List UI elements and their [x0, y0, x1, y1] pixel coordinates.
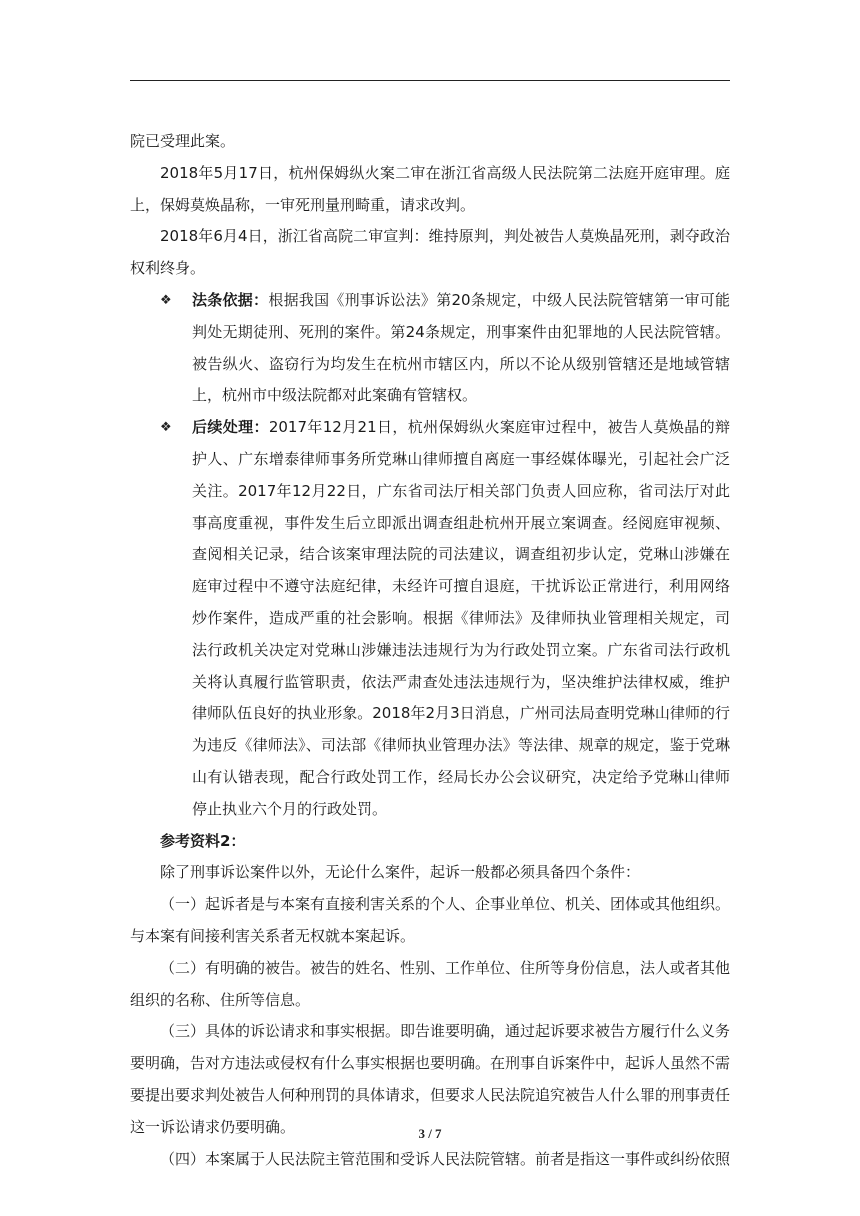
- paragraph-verdict: 2018年6月4日，浙江省高院二审宣判：维持原判，判处被告人莫焕晶死刑，剥夺政治权利终身。: [130, 227, 730, 278]
- paragraph-second-trial: 2018年5月17日，杭州保姆纵火案二审在浙江省高级人民法院第二法庭开庭审理。庭上，保姆莫焕晶称，一审死刑量刑畸重，请求改判。: [130, 163, 730, 214]
- document-body: [130, 126, 730, 1175]
- bullet-legal-basis: [130, 285, 730, 412]
- condition-item: （三）具体的诉讼请求和事实根据。即告谁要明确，通过起诉要求被告方履行什么义务要明确，告对方违法或侵权有什么事实根据也要明确。在刑事自诉案件中，起诉人虽然不需要提出要求判处被告人何种刑罚的具体请求，但要求人民法院追究被告人什么罪的刑事责任这一诉讼请求仍要明确。: [130, 1022, 731, 1136]
- paragraph-continuation: 院已受理此案。: [130, 132, 236, 150]
- section-heading: 参考资料2：: [160, 831, 246, 850]
- bullet-text: 根据我国《刑事诉讼法》第20条规定，中级人民法院管辖第一审可能判处无期徒刑、死刑的案件。第24条规定，刑事案件由犯罪地的人民法院管辖。被告纵火、盗窃行为均发生在杭州市辖区内，所以不论从级别管辖还是地域管辖上，杭州市中级法院都对此案确有管辖权。: [192, 290, 730, 405]
- diamond-bullet-icon: ❖: [160, 420, 172, 436]
- page-number: 3 / 7: [418, 1126, 442, 1141]
- diamond-bullet-icon: ❖: [160, 292, 172, 308]
- header-rule: [130, 80, 730, 81]
- section-intro: 除了刑事诉讼案件以外，无论什么案件，起诉一般都必须具备四个条件：: [160, 863, 641, 882]
- bullet-text: 2017年12月21日，杭州保姆纵火案庭审过程中，被告人莫焕晶的辩护人、广东增泰律师事务所党琳山律师擅自离庭一事经媒体曝光，引起社会广泛关注。2017年12月22日，广东省司法厅相关部门负责人回应称，省司法厅对此事高度重视，事件发生后立即派出调查组赴杭州开展立案调查。经阅庭审视频、查阅相关记录，结合该案审理法院的司法建议，调查组初步认定，党琳山涉嫌在庭审过程中不遵守法庭纪律，未经许可擅自退庭，干扰诉讼正常进行，利用网络炒作案件，造成严重的社会影响。根据《律师法》及律师执业管理相关规定，司法行政机关决定对党琳山涉嫌违法违规行为为行政处罚立案。广东省司法行政机关将认真履行监管职责，依法严肃查处违法违规行为，坚决维护法律权威，维护律师队伍良好的执业形象。2018年2月3日消息，广州司法局查明党琳山律师的行为违反《律师法》、司法部《律师执业管理办法》等法律、规章的规定，鉴于党琳山有认错表现，配合行政处罚工作，经局长办公会议研究，决定给予党琳山律师停止执业六个月的行政处罚。: [192, 418, 730, 818]
- bullet-label: 法条依据：: [192, 290, 269, 309]
- condition-item: （二）有明确的被告。被告的姓名、性别、工作单位、住所等身份信息，法人或者其他组织的名称、住所等信息。: [130, 958, 731, 1009]
- bullet-label: 后续处理：: [192, 418, 269, 437]
- condition-item: （一）起诉者是与本案有直接利害关系的个人、企事业单位、机关、团体或其他组织。与本案有间接利害关系者无权就本案起诉。: [130, 895, 731, 945]
- condition-item: （四）本案属于人民法院主管范围和受诉人民法院管辖。前者是指这一事件或纠纷依照: [160, 1149, 731, 1168]
- bullet-follow-up: [130, 412, 730, 825]
